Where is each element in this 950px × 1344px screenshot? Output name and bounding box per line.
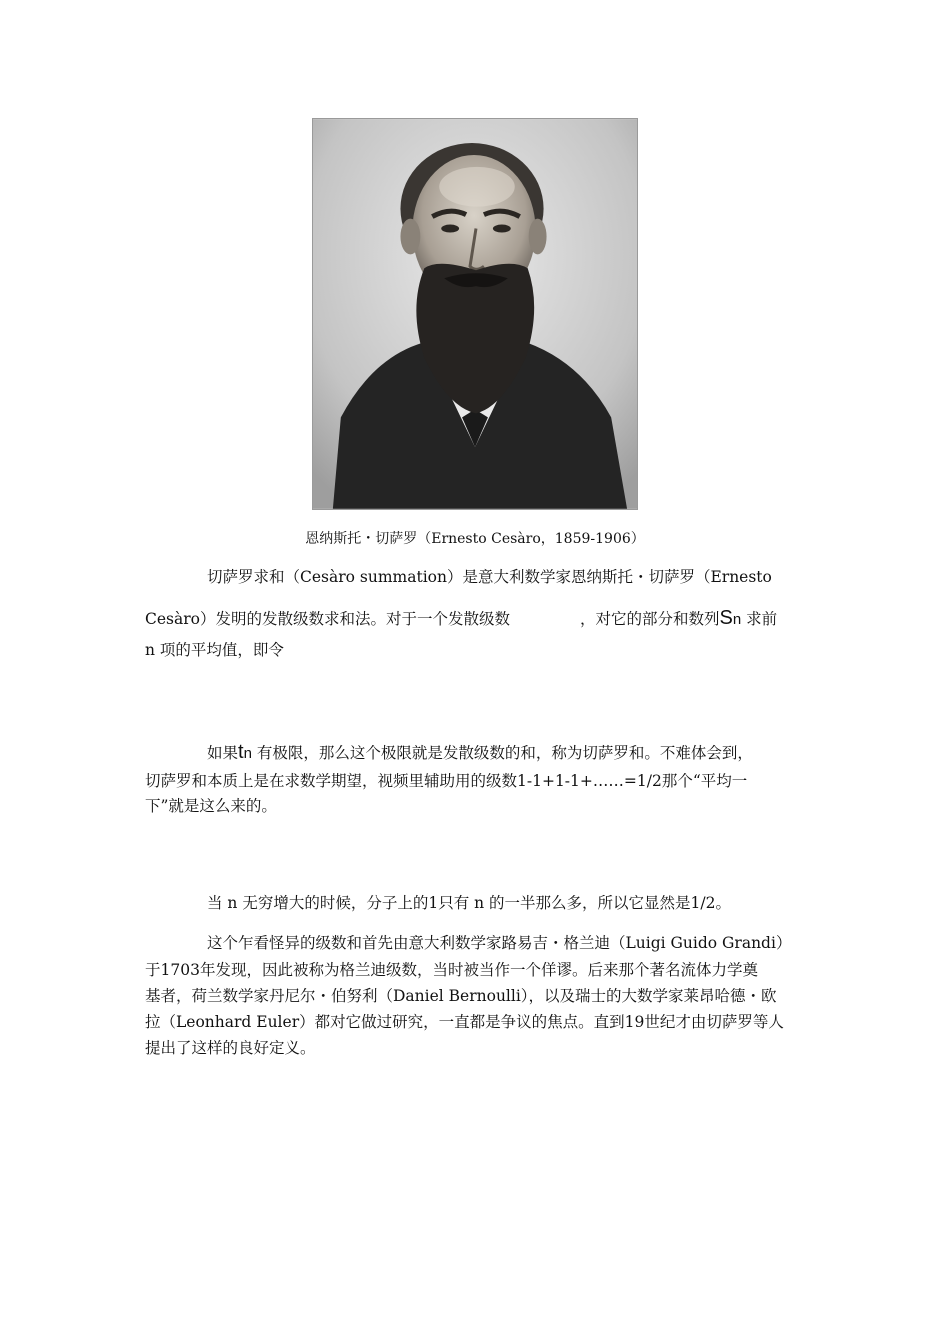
t-symbol: t — [238, 741, 244, 763]
p4-line-4-text: 拉（Leonhard Euler）都对它做过研究，一直都是争议的焦点。直到19世纪才由切萨罗等人 — [145, 1013, 784, 1031]
p4-line-1-text: 这个乍看怪异的级数和首先由意大利数学家路易吉・格兰迪（Luigi Guido Grandi） — [207, 934, 792, 952]
p4-line-5-text: 提出了这样的良好定义。 — [145, 1039, 316, 1057]
portrait-photo — [312, 118, 638, 510]
p1-line-2-end: 求前 — [746, 610, 778, 628]
paragraph-2-line-1 — [145, 740, 753, 766]
p1-line-2-mid: ，对它的部分和数列 — [579, 610, 720, 628]
paragraph-4-line-1 — [145, 931, 791, 956]
paragraph-1-line-3 — [145, 638, 284, 663]
p2-line-1-start: 如果 — [207, 744, 239, 762]
p1-line-1-text: 切萨罗求和（Cesàro summation）是意大利数学家恩纳斯托・切萨罗（Ernesto — [207, 568, 772, 586]
photo-caption: 恩纳斯托・切萨罗（Ernesto Cesàro，1859-1906） — [305, 531, 645, 547]
paragraph-1-line-2 — [145, 606, 777, 632]
paragraph-4-line-4 — [145, 1010, 784, 1035]
p2-line-2-text: 切萨罗和本质上是在求数学期望，视频里辅助用的级数1-1+1-1+……=1/2那个“平均一 — [145, 772, 748, 790]
p2-line-1-text: 有极限，那么这个极限就是发散级数的和，称为切萨罗和。不难体会到， — [256, 744, 753, 762]
p1-line-2-text: Cesàro）发明的发散级数求和法。对于一个发散级数 — [145, 610, 510, 628]
paragraph-4-line-5 — [145, 1036, 316, 1061]
paragraph-2-line-2 — [145, 769, 747, 794]
p3-text: 当 n 无穷增大的时候，分子上的1只有 n 的一半那么多，所以它显然是1/2。 — [207, 894, 731, 912]
t-subscript: n — [243, 745, 252, 762]
paragraph-2-line-3 — [145, 794, 277, 819]
paragraph-4-line-3 — [145, 984, 777, 1009]
paragraph-4-line-2 — [145, 958, 758, 983]
paragraph-3 — [145, 891, 731, 916]
paragraph-1-line-1 — [145, 565, 772, 590]
s-subscript: n — [732, 611, 742, 628]
p2-line-3-text: 下”就是这么来的。 — [145, 797, 277, 815]
p1-line-3-text: n 项的平均值，即令 — [145, 641, 284, 659]
p4-line-2-text: 于1703年发现，因此被称为格兰迪级数，当时被当作一个佯谬。后来那个著名流体力学奠 — [145, 961, 758, 979]
s-symbol: S — [719, 607, 733, 629]
p4-line-3-text: 基者，荷兰数学家丹尼尔・伯努利（Daniel Bernoulli），以及瑞士的大数学家莱昂哈德・欧 — [145, 987, 777, 1005]
